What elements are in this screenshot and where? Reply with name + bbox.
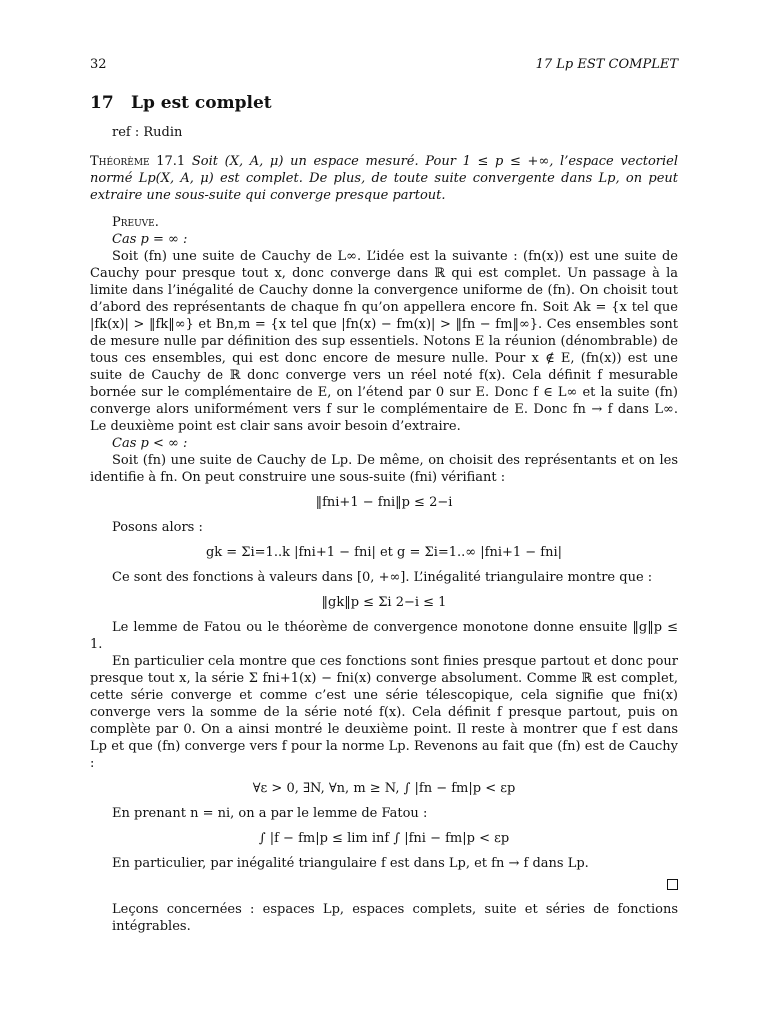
equation-4: ∀ε > 0, ∃N, ∀n, m ≥ N, ∫ |fn − fm|p < εp: [252, 781, 516, 796]
en-prenant-text: En prenant n = ni, on a par le lemme de Fatou :: [112, 806, 428, 821]
case-infinity-title: Cas p = ∞ :: [112, 232, 188, 247]
equation-5: ∫ |f − fm|p ≤ lim inf ∫ |fni − fm|p < εp: [258, 831, 510, 846]
posons-text: Posons alors :: [112, 520, 203, 535]
case-finite-title: Cas p < ∞ :: [112, 436, 188, 451]
equation-1: ‖fni+1 − fni‖p ≤ 2−i: [315, 495, 453, 510]
qed-box-icon: [90, 878, 678, 895]
section-number: 17: [90, 93, 114, 113]
document-page: [90, 56, 678, 935]
page-number: 32: [90, 57, 107, 72]
reference-line: ref : Rudin: [112, 125, 183, 140]
theorem-text: Soit (X, A, μ) un espace mesuré. Pour 1 ≤ p ≤ +∞, l’espace vectoriel normé Lp(X, A, μ) est complet. De plus, de toute suite convergente dans Lp, on peut extraire une sous-suite qui converge presque partout.: [90, 154, 678, 203]
section-title: Lp est complet: [131, 93, 272, 113]
case-finite-text: Soit (fn) une suite de Cauchy de Lp. De même, on choisit des représentants et on les identifie à fn. On peut construire une sous-suite (fni) vérifiant :: [90, 453, 678, 485]
case-infinity-text: Soit (fn) une suite de Cauchy de L∞. L’idée est la suivante : (fn(x)) est une suite de Cauchy pour presque tout x, donc converge dans ℝ qui est complet. Un passage à la limite dans l’inégalité de Cauchy donne la convergence uniforme de (fn). On choisit tout d’abord des représentants de chaque fn qu’on appellera encore fn. Soit Ak = {x tel que |fk(x)| > ‖fk‖∞} et Bn,m = {x tel que |fn(x) − fm(x)| > ‖fn − fm‖∞}. Ces ensembles sont de mesure nulle par définition des sup essentiels. Notons E la réunion (dénombrable) de tous ces ensembles, qui est donc encore de mesure nulle. Pour x ∉ E, (fn(x)) est une suite de Cauchy de ℝ donc converge vers un réel noté f(x). Cela définit f mesurable bornée sur le complémentaire de E, on l’étend par 0 sur E. Donc f ∈ L∞ et la suite (fn) converge alors uniformément vers f sur le complémentaire de E. Donc fn → f dans L∞. Le deuxième point est clair sans avoir besoin d’extraire.: [90, 249, 678, 434]
running-title: 17 Lp EST COMPLET: [535, 57, 678, 72]
lecons-text: Leçons concernées : espaces Lp, espaces complets, suite et séries de fonctions intégrables.: [112, 902, 678, 934]
theorem: [90, 153, 678, 204]
ce-sont-text: Ce sont des fonctions à valeurs dans [0, +∞]. L’inégalité triangulaire montre que :: [112, 570, 653, 585]
theorem-label: Théorème 17.1: [90, 154, 186, 169]
page-header: [90, 56, 678, 73]
fatou-text: Le lemme de Fatou ou le théorème de convergence monotone donne ensuite ‖g‖p ≤ 1.: [90, 620, 678, 652]
equation-2: gk = Σi=1..k |fni+1 − fni| et g = Σi=1..∞ |fni+1 − fni|: [205, 545, 563, 560]
paragraph-2: En particulier cela montre que ces fonctions sont finies presque partout et donc pour presque tout x, la série Σ fni+1(x) − fni(x) converge absolument. Comme ℝ est complet, cette série converge et comme c’est une série télescopique, cela signifie que fni(x) converge vers la somme de la série noté f(x). Cela définit f presque partout, puis on complète par 0. On a ainsi montré le deuxième point. Il reste à montrer que f est dans Lp et que (fn) converge vers f pour la norme Lp. Revenons au fait que (fn) est de Cauchy :: [90, 654, 678, 771]
conclusion-text: En particulier, par inégalité triangulaire f est dans Lp, et fn → f dans Lp.: [112, 856, 589, 871]
proof-label: Preuve.: [112, 215, 159, 230]
equation-3: ‖gk‖p ≤ Σi 2−i ≤ 1: [321, 595, 447, 610]
section-heading: [90, 95, 678, 112]
